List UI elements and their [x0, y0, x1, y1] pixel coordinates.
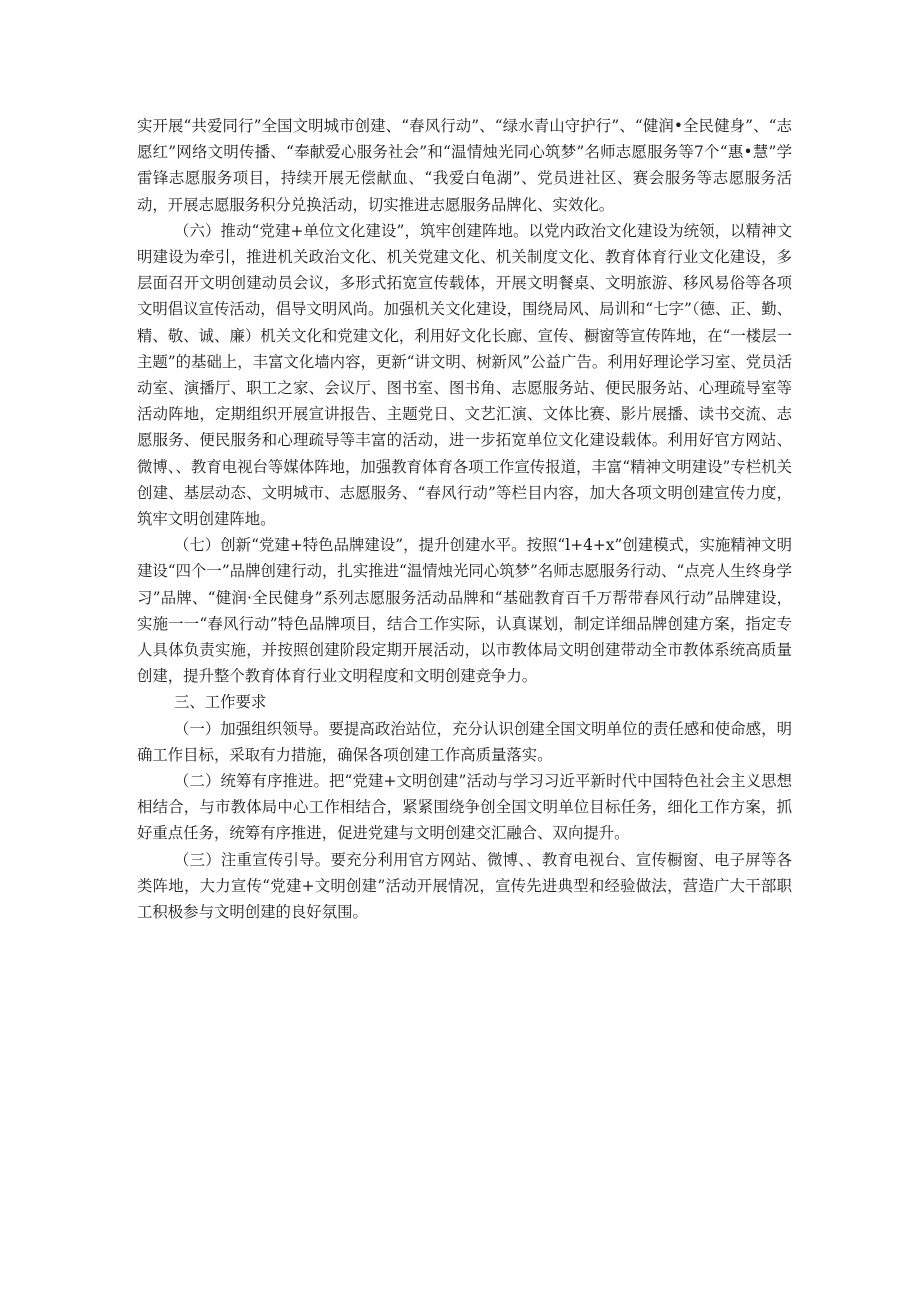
paragraph-section-six: （六）推动“党建+单位文化建设”，筑牢创建阵地。以党内政治文化建设为统领，以精神文明建设为牵引，推进机关政治文化、机关党建文化、机关制度文化、教育体育行业文化建设，多层面召开文明创建动员会议，多形式拓宽宣传载体，开展文明餐桌、文明旅游、移风易俗等各项文明倡议宣传活动，倡导文明风尚。加强机关文化建设，围绕局风、局训和“七字”（德、正、勤、精、敬、诚、廉）机关文化和党建文化，利用好文化长廊、宣传、橱窗等宣传阵地，在“一楼层一主题”的基础上，丰富文化墙内容，更新“讲文明、树新风”公益广告。利用好理论学习室、党员活动室、演播厅、职工之家、会议厅、图书室、图书角、志愿服务站、便民服务站、心理疏导室等活动阵地，定期组织开展宣讲报告、主题党日、文艺汇演、文体比赛、影片展播、读书交流、志愿服务、便民服务和心理疏导等丰富的活动，进一步拓宽单位文化建设载体。利用好官方网站、微博、、教育电视台等媒体阵地，加强教育体育各项工作宣传报道，丰富“精神文明建设”专栏机关创建、基层动态、文明城市、志愿服务、“春风行动”等栏目内容，加大各项文明创建宣传力度，筑牢文明创建阵地。	[137, 221, 792, 529]
paragraph-volunteer-continued: 实开展“共爱同行”全国文明城市创建、“春风行动”、“绿水青山守护行”、“健润•全民健身”、“志愿红”网络文明传播、“奉献爱心服务社会”和“温情烛光同心筑梦”名师志愿服务等7个“惠•慧”学雷锋志愿服务项目，持续开展无偿献血、“我爱白龟湖”、党员进社区、赛会服务等志愿服务活动，开展志愿服务积分兑换活动，切实推进志愿服务品牌化、实效化。	[137, 117, 792, 214]
document-body	[137, 113, 792, 925]
paragraph-requirement-two: （二）统筹有序推进。把“党建+文明创建”活动与学习习近平新时代中国特色社会主义思想相结合，与市教体局中心工作相结合，紧紧围绕争创全国文明单位目标任务，细化工作方案，抓好重点任务，统筹有序推进，促进党建与文明创建交汇融合、双向提升。	[137, 772, 792, 843]
paragraph-section-seven: （七）创新“党建+特色品牌建设”，提升创建水平。按照“l+4+x”创建模式，实施精神文明建设“四个一”品牌创建行动，扎实推进“温情烛光同心筑梦”名师志愿服务行动、“点亮人生终身学习”品牌、“健润·全民健身”系列志愿服务活动品牌和“基础教育百千万帮带春风行动”品牌建设，实施一一“春风行动”特色品牌项目，结合工作实际，认真谋划，制定详细品牌创建方案，指定专人具体负责实施，并按照创建阶段定期开展活动，以市教体局文明创建带动全市教体系统高质量创建，提升整个教育体育行业文明程度和文明创建竞争力。	[137, 536, 792, 686]
paragraph-requirement-one: （一）加强组织领导。要提高政治站位，充分认识创建全国文明单位的责任感和使命感，明确工作目标，采取有力措施，确保各项创建工作高质量落实。	[137, 719, 792, 764]
heading-work-requirements: 三、工作要求	[173, 693, 267, 712]
paragraph-requirement-three: （三）注重宣传引导。要充分利用官方网站、微博、、教育电视台、宣传橱窗、电子屏等各类阵地，大力宣传“党建+文明创建”活动开展情况，宣传先进典型和经验做法，营造广大干部职工积极参与文明创建的良好氛围。	[137, 850, 792, 922]
